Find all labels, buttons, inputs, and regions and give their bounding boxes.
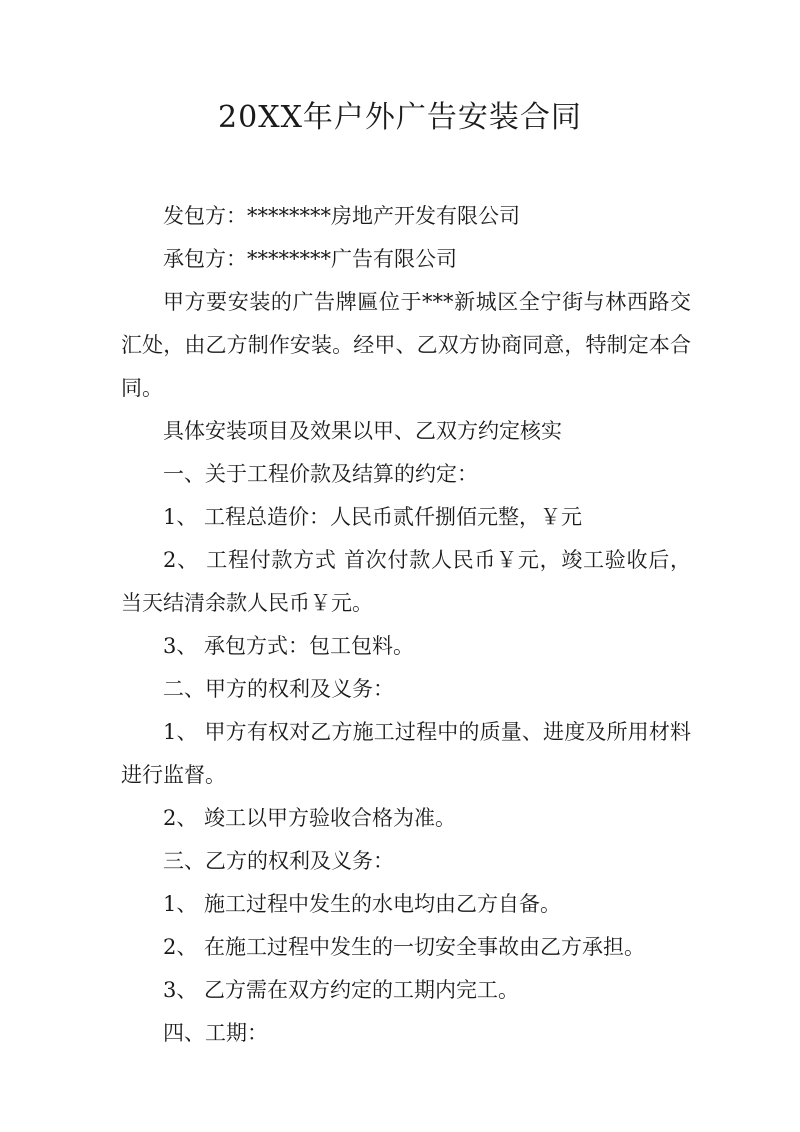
section-heading-price: 一、关于工程价款及结算的约定： — [163, 462, 478, 486]
section-heading-party-a: 二、甲方的权利及义务： — [163, 677, 394, 701]
clause-party-b-utilities: 1、 施工过程中发生的水电均由乙方自备。 — [163, 892, 562, 916]
clause-payment-method: 2、 工程付款方式 首次付款人民币￥元，竣工验收后，当天结清余款人民币￥元。 — [121, 548, 691, 615]
clause-total-cost: 1、 工程总造价：人民币贰仟捌佰元整，￥元 — [163, 505, 583, 529]
section-heading-party-b: 三、乙方的权利及义务： — [163, 849, 394, 873]
clause-party-b-schedule: 3、 乙方需在双方约定的工期内完工。 — [163, 978, 520, 1002]
clause-party-a-supervision: 1、 甲方有权对乙方施工过程中的质量、进度及所用材料进行监督。 — [121, 720, 691, 787]
clause-contract-method: 3、 承包方式：包工包料。 — [163, 634, 415, 658]
paragraph-employer: 发包方：********房地产开发有限公司 — [163, 204, 520, 228]
document-body — [121, 195, 691, 1055]
clause-party-b-safety: 2、 在施工过程中发生的一切安全事故由乙方承担。 — [163, 935, 646, 959]
clause-party-a-acceptance: 2、 竣工以甲方验收合格为准。 — [163, 806, 457, 830]
paragraph-location: 甲方要安装的广告牌匾位于***新城区全宁街与林西路交汇处，由乙方制作安装。经甲、乙双方协商同意，特制定本合同。 — [121, 290, 691, 400]
paragraph-project-scope: 具体安装项目及效果以甲、乙双方约定核实 — [163, 419, 562, 443]
document-title: 20XX年户外广告安装合同 — [218, 100, 582, 135]
paragraph-contractor: 承包方：********广告有限公司 — [163, 247, 457, 271]
section-heading-duration: 四、工期： — [163, 1021, 268, 1045]
